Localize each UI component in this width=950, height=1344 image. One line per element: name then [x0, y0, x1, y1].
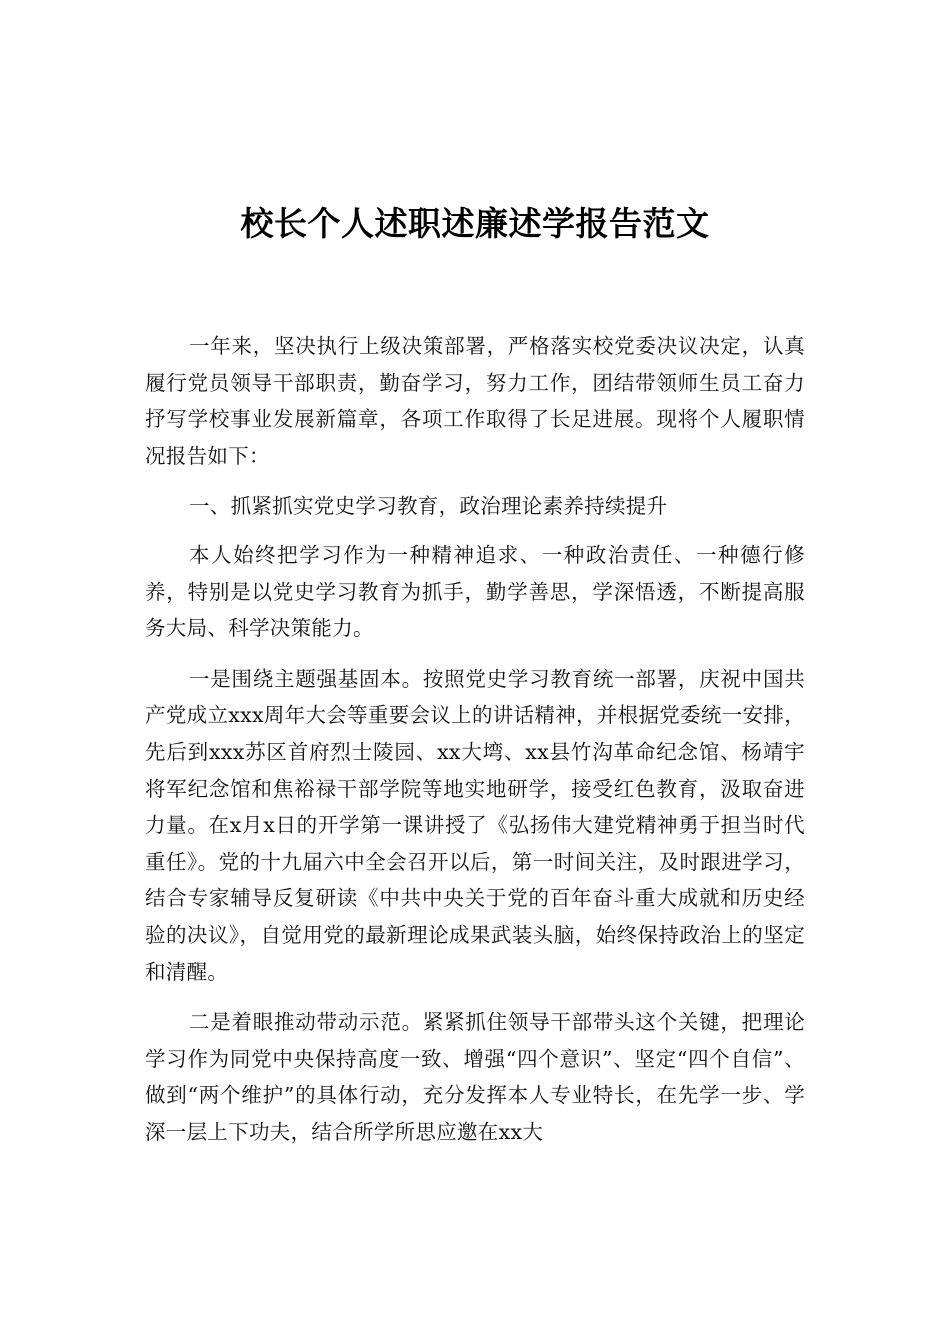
section-heading: 一、抓紧抓实党史学习教育，政治理论素养持续提升 — [189, 494, 668, 519]
body-paragraph: 一是围绕主题强基固本。按照党史学习教育统一部署，庆祝中国共产党成立xxx周年大会等重要会议上的讲话精神，并根据党委统一安排，先后到xxx苏区首府烈士陵园、xx大塆、xx县竹沟革命纪念馆、杨靖宇将军纪念馆和焦裕禄干部学院等地实地研学，接受红色教育，汲取奋进力量。在x月x日的开学第一课讲授了《弘扬伟大建党精神勇于担当时代重任》。党的十九届六中全会召开以后，第一时间关注，及时跟进学习，结合专家辅导反复研读《中共中央关于党的百年奋斗重大成就和历史经验的决议》，自觉用党的最新理论成果武装头脑，始终保持政治上的坚定和清醒。 — [145, 666, 805, 984]
body-paragraph: 本人始终把学习作为一种精神追求、一种政治责任、一种德行修养，特别是以党史学习教育为抓手，勤学善思，学深悟透，不断提高服务大局、科学决策能力。 — [145, 542, 805, 641]
document-title: 校长个人述职述廉述学报告范文 — [240, 204, 710, 243]
intro-paragraph: 一年来，坚决执行上级决策部署，严格落实校党委决议决定，认真履行党员领导干部职责，勤奋学习，努力工作，团结带领师生员工奋力抒写学校事业发展新篇章，各项工作取得了长足进展。现将个人履职情况报告如下： — [145, 334, 805, 468]
document-body — [145, 328, 805, 1164]
body-paragraph: 二是着眼推动带动示范。紧紧抓住领导干部带头这个关键，把理论学习作为同党中央保持高度一致、增强“四个意识”、坚定“四个自信”、做到“两个维护”的具体行动，充分发挥本人专业特长，在先学一步、学深一层上下功夫，结合所学所思应邀在xx大 — [145, 1010, 805, 1144]
